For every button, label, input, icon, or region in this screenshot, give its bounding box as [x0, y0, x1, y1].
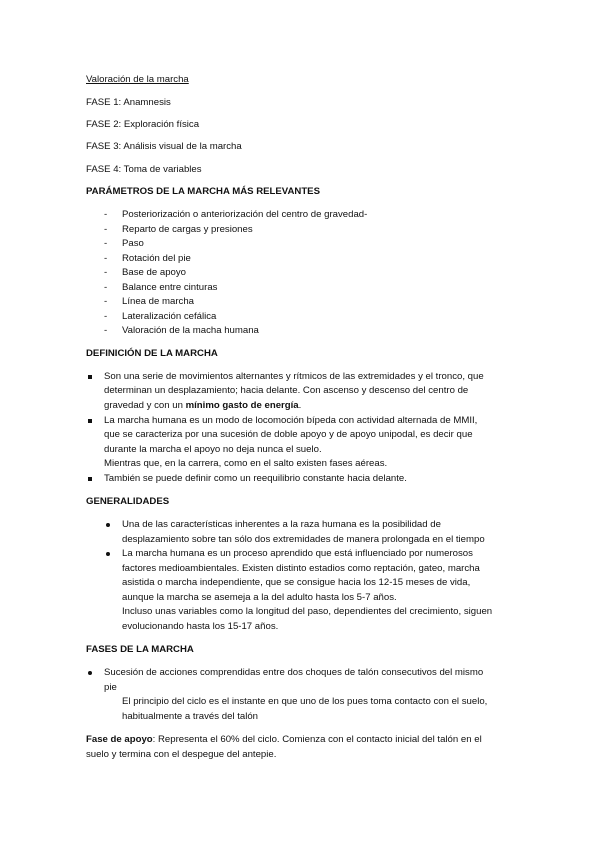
generalidades-line: factores medioambientales. Existen distinto estadios como reptación, gateo, marcha: [122, 563, 480, 574]
dash-bullet: -: [104, 238, 108, 249]
phase-2: FASE 2: Exploración física: [86, 119, 200, 130]
param-item: Lateralización cefálica: [122, 311, 217, 322]
definicion-line: Son una serie de movimientos alternantes y rítmicos de las extremidades y el tronco, que: [104, 371, 484, 382]
param-item: Paso: [122, 238, 144, 249]
apoyo-line: [86, 733, 482, 746]
dash-bullet: -: [104, 209, 108, 220]
round-bullet: [106, 523, 110, 527]
fases-heading: FASES DE LA MARCHA: [86, 644, 194, 655]
generalidades-line: evolucionando hasta los 15-17 años.: [122, 621, 279, 632]
square-bullet: [88, 477, 92, 481]
dash-bullet: -: [104, 325, 108, 336]
apoyo-line: suelo y termina con el despegue del antepie.: [86, 749, 277, 760]
phase-3: FASE 3: Análisis visual de la marcha: [86, 141, 242, 152]
generalidades-line: desplazamiento sobre tan sólo dos extremidades de manera prolongada en el tiempo: [122, 534, 485, 545]
square-bullet: [88, 375, 92, 379]
generalidades-line: Una de las características inherentes a la raza humana es la posibilidad de: [122, 519, 441, 530]
definicion-line: determinan un desplazamiento; hacia delante. Con ascenso y descenso del centro de: [104, 385, 469, 396]
definicion-line: que se caracteriza por una sucesión de doble apoyo y de apoyo unipodal, es decir que: [104, 429, 473, 440]
fases-subline: El principio del ciclo es el instante en que uno de los pues toma contacto con el suelo,: [122, 696, 488, 707]
dash-bullet: -: [104, 224, 108, 235]
param-item: Rotación del pie: [122, 253, 191, 264]
fases-subline: habitualmente a través del talón: [122, 711, 258, 722]
document-title: Valoración de la marcha: [86, 74, 189, 85]
bold-run: mínimo gasto de energía: [185, 400, 299, 411]
generalidades-line: La marcha humana es un proceso aprendido que está influenciado por numerosos: [122, 548, 473, 559]
param-item: Reparto de cargas y presiones: [122, 224, 253, 235]
param-item: Valoración de la macha humana: [122, 325, 259, 336]
definicion-line: La marcha humana es un modo de locomoción bípeda con actividad alternada de MMII,: [104, 415, 478, 426]
definicion-heading: DEFINICIÓN DE LA MARCHA: [86, 348, 218, 359]
parametros-heading: PARÁMETROS DE LA MARCHA MÁS RELEVANTES: [86, 186, 320, 197]
generalidades-line: Incluso unas variables como la longitud del paso, dependientes del crecimiento, siguen: [122, 606, 493, 617]
generalidades-line: aunque la marcha se asemeja a la del adulto hasta los 5-7 años.: [122, 592, 397, 603]
text-run: .: [298, 400, 302, 411]
phase-1: FASE 1: Anamnesis: [86, 97, 171, 108]
dash-bullet: -: [104, 311, 108, 322]
round-bullet: [88, 671, 92, 675]
generalidades-line: asistida o marcha independiente, que se consigue hacia los 12-15 meses de vida,: [122, 577, 471, 588]
param-item: Balance entre cinturas: [122, 282, 218, 293]
fases-line: Sucesión de acciones comprendidas entre dos choques de talón consecutivos del mismo: [104, 667, 484, 678]
definicion-line: Mientras que, en la carrera, como en el salto existen fases aéreas.: [104, 458, 388, 469]
param-item: Posteriorización o anteriorización del centro de gravedad-: [122, 209, 368, 220]
definicion-line: durante la marcha el apoyo no deja nunca el suelo.: [104, 444, 322, 455]
dash-bullet: -: [104, 282, 108, 293]
fases-line: pie: [104, 682, 117, 693]
apoyo-label: Fase de apoyo: [86, 734, 153, 745]
round-bullet: [106, 552, 110, 556]
definicion-line-mixed: [104, 399, 301, 412]
generalidades-heading: GENERALIDADES: [86, 496, 170, 507]
apoyo-text: : Representa el 60% del ciclo. Comienza con el contacto inicial del talón en el: [152, 734, 482, 745]
dash-bullet: -: [104, 253, 108, 264]
phase-4: FASE 4: Toma de variables: [86, 164, 202, 175]
definicion-line: También se puede definir como un reequilibrio constante hacia delante.: [104, 473, 407, 484]
param-item: Base de apoyo: [122, 267, 187, 278]
param-item: Línea de marcha: [122, 296, 194, 307]
square-bullet: [88, 419, 92, 423]
text-run: gravedad y con un: [104, 400, 186, 411]
dash-bullet: -: [104, 267, 108, 278]
dash-bullet: -: [104, 296, 108, 307]
